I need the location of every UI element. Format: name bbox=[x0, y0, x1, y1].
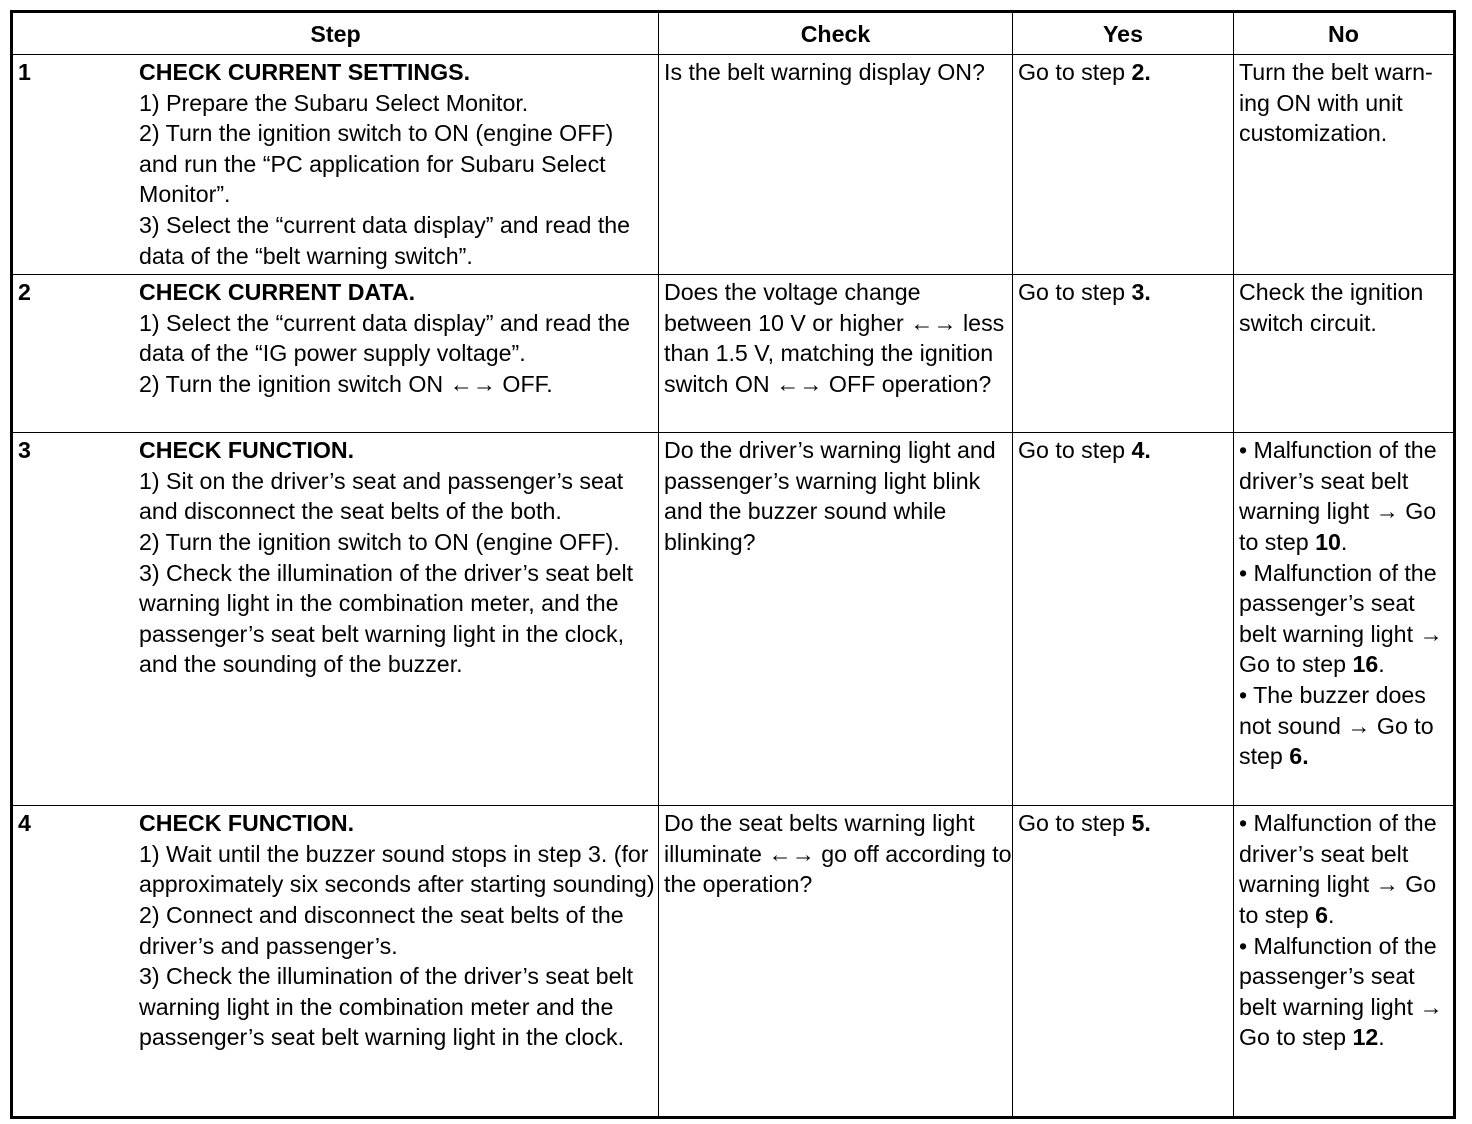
step-number: 3 bbox=[18, 437, 31, 464]
step-instruction: 3) Check the illumination of the driver’s seat belt warning light in the combination meter and the passenger’s seat belt warning light in the clock. bbox=[139, 963, 634, 1051]
no-item-step-ref: 10 bbox=[1315, 528, 1341, 555]
header-check: Check bbox=[659, 12, 1013, 55]
no-item-suffix: . bbox=[1340, 528, 1348, 555]
yes-cell bbox=[1013, 275, 1234, 433]
yes-text: Go to step bbox=[1018, 279, 1132, 306]
yes-step-ref: 2 bbox=[1131, 59, 1145, 85]
step-title: CHECK FUNCTION. bbox=[139, 810, 355, 837]
no-text: Turn the belt warn-ing ON with unit customization. bbox=[1239, 59, 1433, 147]
check-cell: Do the driver’s warning light and passenger’s warning light blink and the buzzer sound while blinking? bbox=[659, 433, 1013, 806]
no-cell bbox=[1234, 433, 1455, 806]
step-instruction: 1) Select the “current data display” and read the data of the “IG power supply voltage”. bbox=[139, 309, 631, 367]
step-title: CHECK FUNCTION. bbox=[139, 437, 355, 464]
step-title: CHECK CURRENT SETTINGS. bbox=[139, 59, 471, 85]
no-item-step-ref: 16 bbox=[1352, 651, 1379, 678]
header-row bbox=[12, 12, 1455, 55]
no-item bbox=[1239, 680, 1453, 772]
header-step: Step bbox=[12, 12, 659, 55]
step-instruction: 1) Sit on the driver’s seat and passenger’s seat and disconnect the seat belts of the both. bbox=[139, 467, 624, 525]
yes-suffix: . bbox=[1144, 59, 1151, 85]
check-cell: Do the seat belts warning light illuminate ←→ go off according to the operation? bbox=[659, 806, 1013, 1118]
no-item bbox=[1239, 808, 1453, 930]
yes-step-ref: 5 bbox=[1131, 810, 1145, 837]
step-instruction: 1) Prepare the Subaru Select Monitor. bbox=[139, 89, 529, 116]
document-page bbox=[10, 10, 1456, 1119]
step-title: CHECK CURRENT DATA. bbox=[139, 279, 416, 306]
no-item-step-ref: 6 bbox=[1315, 901, 1328, 928]
table-row bbox=[12, 806, 1455, 1118]
no-item-suffix: . bbox=[1378, 651, 1385, 678]
yes-suffix: . bbox=[1144, 810, 1151, 837]
check-cell: Is the belt warning display ON? bbox=[659, 55, 1013, 275]
no-item-text: • Malfunction of the passenger’s seat belt warning light → Go to step bbox=[1239, 932, 1443, 1051]
yes-cell bbox=[1013, 806, 1234, 1118]
step-instruction: 3) Check the illumination of the driver’s seat belt warning light in the combination meter, and the passenger’s seat belt warning light in the clock, and the sounding of the buzzer. bbox=[139, 559, 634, 678]
yes-text: Go to step bbox=[1018, 59, 1132, 85]
yes-step-ref: 3 bbox=[1131, 279, 1145, 306]
no-item-step-ref: 12 bbox=[1352, 1024, 1379, 1051]
no-item-step-ref: 6 bbox=[1289, 743, 1303, 770]
no-item-text: • Malfunction of the passenger’s seat belt warning light → Go to step bbox=[1239, 559, 1443, 678]
step-instruction: 1) Wait until the buzzer sound stops in step 3. (for approximately six seconds after starting sounding) bbox=[139, 840, 655, 898]
yes-text: Go to step bbox=[1018, 810, 1132, 837]
diagnostic-table bbox=[10, 10, 1456, 1119]
no-item bbox=[1239, 558, 1453, 680]
step-instruction: 3) Select the “current data display” and read the data of the “belt warning switch”. bbox=[139, 211, 631, 269]
step-instruction: 2) Connect and disconnect the seat belts of the driver’s and passenger’s. bbox=[139, 901, 624, 959]
step-cell bbox=[12, 433, 659, 806]
no-item-suffix: . bbox=[1327, 901, 1335, 928]
no-item bbox=[1239, 435, 1453, 557]
step-number: 1 bbox=[18, 59, 31, 85]
no-item-text: • The buzzer does not sound → Go to step bbox=[1239, 681, 1434, 770]
header-yes: Yes bbox=[1013, 12, 1234, 55]
no-item-text: • Malfunction of the driver’s seat belt warning light → Go to step bbox=[1239, 437, 1437, 555]
no-item-suffix: . bbox=[1302, 743, 1309, 770]
no-text: Check the ignition switch circuit. bbox=[1239, 279, 1424, 336]
table-row bbox=[12, 55, 1455, 275]
step-cell bbox=[12, 55, 659, 275]
no-item bbox=[1239, 931, 1453, 1053]
yes-text: Go to step bbox=[1018, 437, 1132, 464]
step-number: 4 bbox=[18, 810, 31, 837]
yes-step-ref: 4 bbox=[1131, 437, 1145, 464]
yes-suffix: . bbox=[1144, 279, 1151, 306]
check-cell: Does the voltage change between 10 V or higher ←→ less than 1.5 V, matching the ignition switch ON ←→ OFF operation? bbox=[659, 275, 1013, 433]
no-cell bbox=[1234, 55, 1455, 275]
step-instruction: 2) Turn the ignition switch ON ←→ OFF. bbox=[139, 370, 553, 397]
step-number: 2 bbox=[18, 279, 31, 306]
step-cell bbox=[12, 275, 659, 433]
no-cell bbox=[1234, 806, 1455, 1118]
table-row bbox=[12, 275, 1455, 433]
table-row bbox=[12, 433, 1455, 806]
step-cell bbox=[12, 806, 659, 1118]
yes-suffix: . bbox=[1144, 437, 1151, 464]
yes-cell bbox=[1013, 433, 1234, 806]
step-instruction: 2) Turn the ignition switch to ON (engine OFF). bbox=[139, 528, 620, 555]
header-no: No bbox=[1234, 12, 1455, 55]
no-item-text: • Malfunction of the driver’s seat belt warning light → Go to step bbox=[1239, 810, 1437, 928]
yes-cell bbox=[1013, 55, 1234, 275]
step-instruction: 2) Turn the ignition switch to ON (engine OFF) and run the “PC application for Subaru Select Monitor”. bbox=[139, 120, 614, 208]
no-item-suffix: . bbox=[1378, 1024, 1385, 1051]
no-cell bbox=[1234, 275, 1455, 433]
